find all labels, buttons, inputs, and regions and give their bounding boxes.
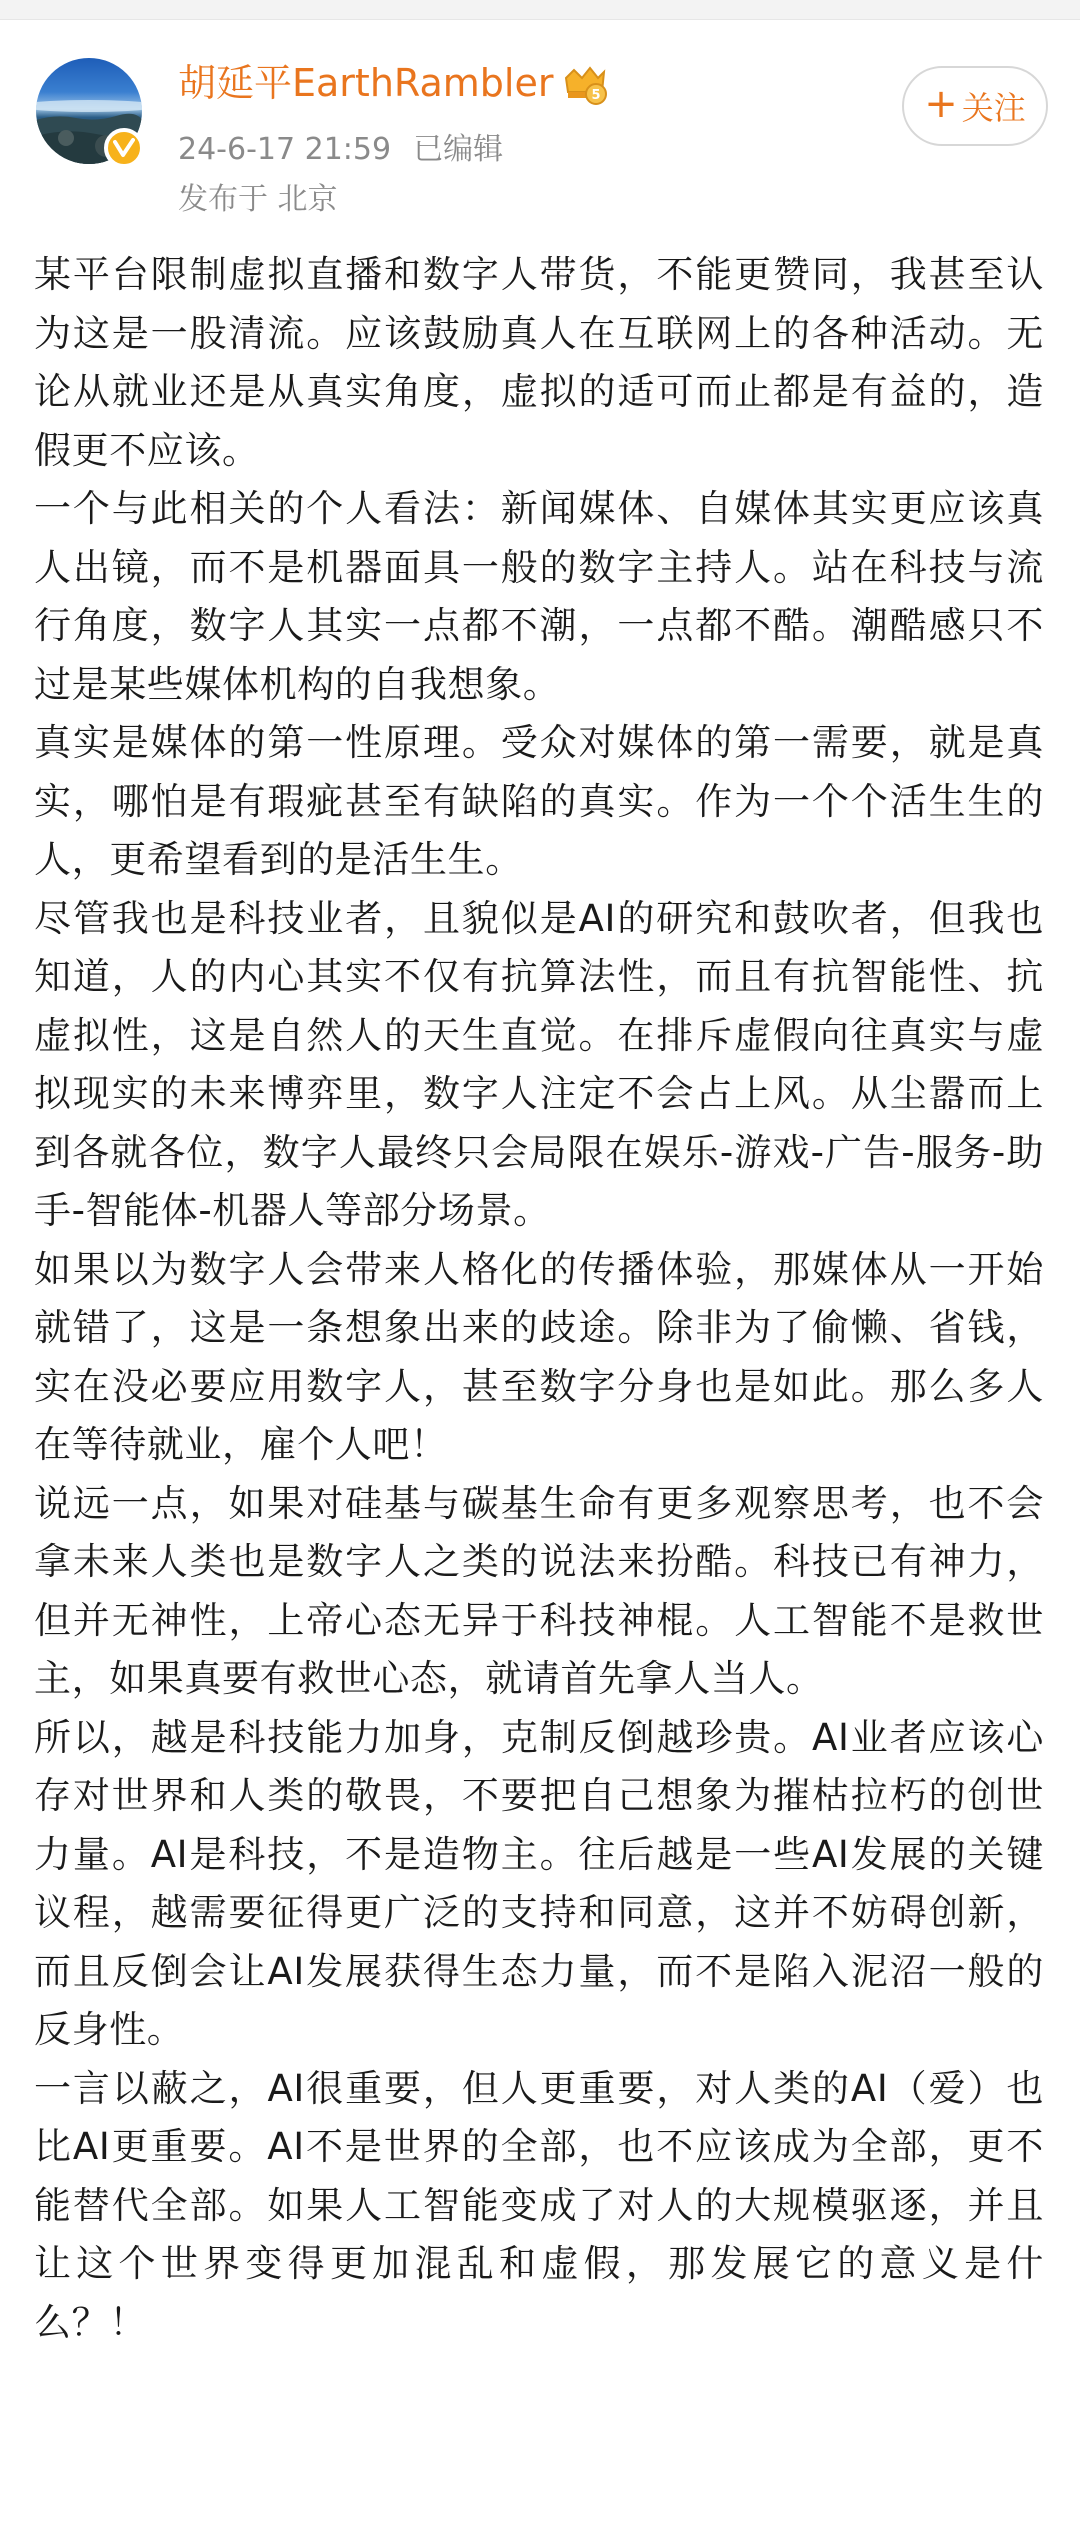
post-timestamp: 24-6-17 21:59 [178, 132, 392, 167]
top-divider [0, 0, 1080, 20]
post-paragraph: 真实是媒体的第一性原理。受众对媒体的第一需要，就是真实，哪怕是有瑕疵甚至有缺陷的真实。作为一个个活生生的人，更希望看到的是活生生。 [34, 721, 1044, 881]
post-paragraph: 说远一点，如果对硅基与碳基生命有更多观察思考，也不会拿未来人类也是数字人之类的说法来扮酷。科技已有神力，但并无神性，上帝心态无异于科技神棍。人工智能不是救世主，如果真要有救世心态，就请首先拿人当人。 [34, 1481, 1044, 1700]
post-meta [178, 130, 503, 170]
author-name[interactable]: 胡延平EarthRambler [178, 61, 554, 105]
post-paragraph: 某平台限制虚拟直播和数字人带货，不能更赞同，我甚至认为这是一股清流。应该鼓励真人在互联网上的各种活动。无论从就业还是从真实角度，虚拟的适可而止都是有益的，造假更不应该。 [34, 253, 1044, 472]
post-paragraph: 所以，越是科技能力加身，克制反倒越珍贵。AI业者应该心存对世界和人类的敬畏，不要把自己想象为摧枯拉朽的创世力量。AI是科技，不是造物主。往后越是一些AI发展的关键议程，越需要征得更广泛的支持和同意，这并不妨碍创新，而且反倒会让AI发展获得生态力量，而不是陷入泥沼一般的反身性。 [34, 1715, 1044, 2051]
post-body [34, 246, 1044, 2352]
post-paragraph: 一个与此相关的个人看法：新闻媒体、自媒体其实更应该真人出镜，而不是机器面具一般的数字主持人。站在科技与流行角度，数字人其实一点都不潮，一点都不酷。潮酷感只不过是某些媒体机构的自我想象。 [34, 487, 1044, 706]
post-paragraph: 如果以为数字人会带来人格化的传播体验，那媒体从一开始就错了，这是一条想象出来的歧途。除非为了偷懒、省钱，实在没必要应用数字人，甚至数字分身也是如此。那么多人在等待就业，雇个人吧！ [34, 1247, 1044, 1466]
post-paragraph: 尽管我也是科技业者，且貌似是AI的研究和鼓吹者，但我也知道，人的内心其实不仅有抗算法性，而且有抗智能性、抗虚拟性，这是自然人的天生直觉。在排斥虚假向往真实与虚拟现实的未来博弈里，数字人注定不会占上风。从尘嚣而上到各就各位，数字人最终只会局限在娱乐-游戏-广告-服务-助手-智能体-机器人等部分场景。 [34, 896, 1044, 1232]
post-location: 发布于 北京 [178, 182, 338, 217]
post-header [0, 20, 1080, 230]
verified-v-icon [104, 128, 144, 168]
svg-text:5: 5 [591, 88, 601, 103]
plus-icon: + [924, 81, 958, 127]
vip-level-icon[interactable] [562, 64, 608, 106]
post-paragraph: 一言以蔽之，AI很重要，但人更重要，对人类的AI（爱）也比AI更重要。AI不是世界的全部，也不应该成为全部，更不能替代全部。如果人工智能变成了对人的大规模驱逐，并且让这个世界变得更加混乱和虚假，那发展它的意义是什么？！ [34, 2066, 1044, 2344]
edited-label[interactable]: 已编辑 [413, 132, 504, 167]
follow-button[interactable] [902, 66, 1048, 146]
follow-button-label: 关注 [961, 89, 1026, 127]
